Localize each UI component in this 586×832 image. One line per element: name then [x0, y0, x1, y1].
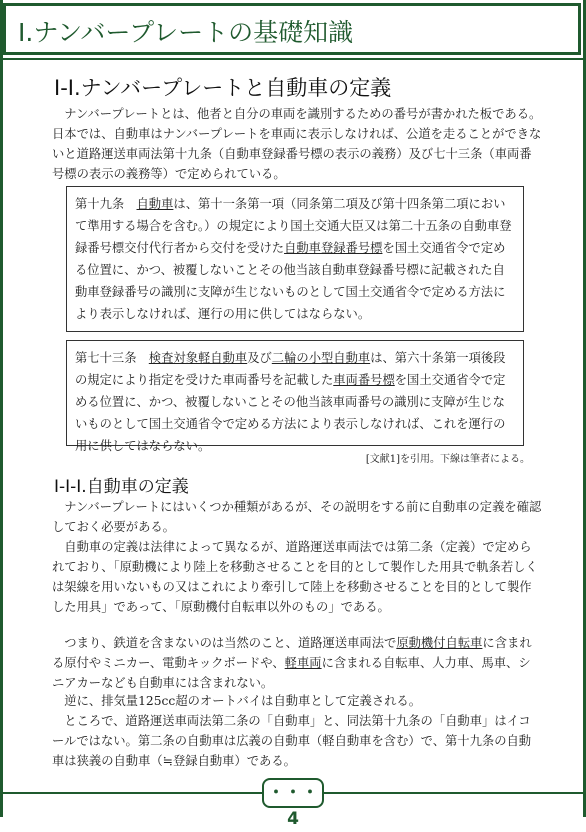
chapter-title: I.ナンバープレートの基礎知識	[18, 18, 354, 47]
law-19-text-3: を国土交通省令で定める位置に、かつ、被覆しないことその他当該自動車登録番号標に記載された自動車登録番号の識別に支障が生じないものとして国土交通省令で定める方法により表示しなければ、運行の用に供してはならない。	[75, 241, 506, 321]
law-article-19-box	[66, 186, 524, 332]
p4-underline-1: 原動機付自転車	[396, 636, 483, 650]
p4-text-1: つまり、鉄道を含まないのは当然のこと、道路運送車両法で	[64, 636, 397, 650]
law-73-text-1: 第七十三条	[75, 351, 149, 365]
subsection-title: I-I-I.自動車の定義	[54, 477, 189, 497]
paragraph-motorcycle: 逆に、排気量125cc超のオートバイは自動車として定義される。	[64, 694, 422, 708]
intro-paragraph: ナンバープレートとは、他者と自分の車両を識別するための番号が書かれた板である。日本では、自動車はナンバープレートを車両に表示しなければ、公道を走ることができないと道路運送車両法第十九条（自動車登録番号標の表示の義務）及び七十三条（車両番号標の表示の義務等）で定められている。	[52, 107, 542, 181]
law-73-underline-1: 検査対象軽自動車	[148, 351, 248, 365]
paragraph-definition-intro: ナンバープレートにはいくつか種類があるが、その説明をする前に自動車の定義を確認しておく必要がある。	[52, 500, 542, 534]
law-73-text-4: を国土交通省令で定める位置に、かつ、被覆しないことその他当該車両番号の識別に支障が生じないものとして国土交通省令で定める方法により表示しなければ、これを運行の用に供してはならない。	[75, 373, 506, 453]
p4-text-2: に含まれる原付やミニカー、電動キックボードや、	[52, 636, 532, 670]
law-19-underline-1: 自動車	[136, 197, 174, 211]
paragraph-legal-definition: 自動車の定義は法律によって異なるが、道路運送車両法では第二条（定義）で定められており、「原動機により陸上を移動させることを目的として製作した用具で軌条若しくは架線を用いないもの又はこれにより牽引して陸上を移動させることを目的として製作した用具」であって、「原動機付自転車以外のもの」である。	[52, 540, 538, 614]
section-title: I-I.ナンバープレートと自動車の定義	[54, 76, 392, 100]
law-73-underline-3: 車両番号標	[333, 373, 395, 387]
law-19-text-2: は、第十一条第一項（同条第二項及び第十四条第二項において準用する場合を含む。）の規定により国土交通大臣又は第二十五条の自動車登録番号標交付代行者から交付を受けた	[75, 197, 512, 255]
paragraph-narrow-definition: ところで、道路運送車両法第二条の「自動車」と、同法第十九条の「自動車」はイコールではない。第二条の自動車は広義の自動車（軽自動車を含む）で、第十九条の自動車は狭義の自動車（≒登録自動車）である。	[52, 714, 532, 768]
law-73-underline-2: 二輪の小型自動車	[271, 351, 371, 365]
law-73-text-2: 及び	[247, 351, 272, 365]
page-number-badge: ・・・4	[262, 778, 324, 808]
law-19-underline-2: 自動車登録番号標	[284, 241, 383, 255]
chapter-underline	[3, 58, 583, 60]
chapter-header	[3, 3, 581, 55]
law-article-73-box	[66, 340, 524, 453]
paragraph-exclusions	[52, 633, 542, 693]
law-19-text-1: 第十九条	[75, 197, 137, 211]
p4-underline-2: 軽車両	[284, 656, 322, 670]
citation-note: [文献1]を引用。下線は筆者による。	[365, 454, 530, 465]
law-73-text-3: は、第六十条第一項後段の規定により指定を受けた車両番号を記載した	[75, 351, 506, 387]
p4-text-3: に含まれる自転車、人力車、馬車、シニアカーなども自動車には含まれない。	[52, 656, 531, 690]
